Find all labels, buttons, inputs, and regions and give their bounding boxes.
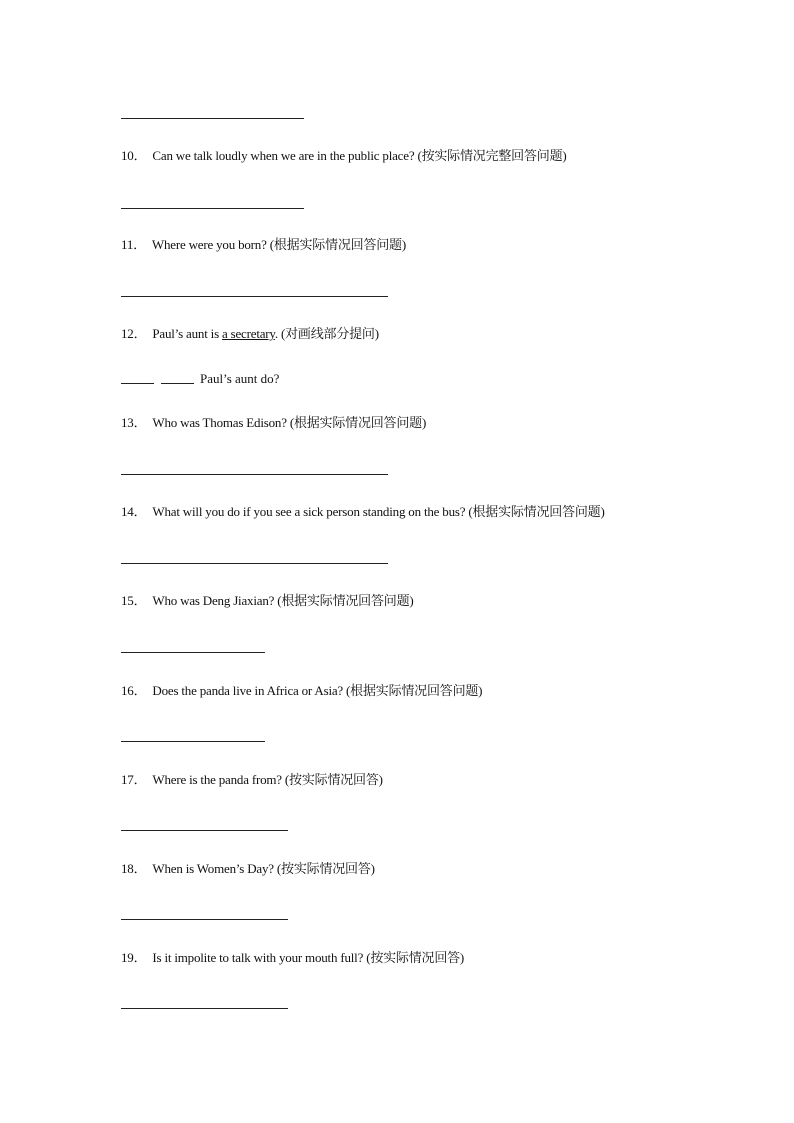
question-11: [121, 237, 406, 253]
question-number: 10．: [121, 148, 147, 163]
underlined-phrase: a secretary: [222, 326, 275, 341]
answer-line-18[interactable]: [121, 919, 288, 920]
question-number: 16．: [121, 683, 147, 698]
question-text-after: . (对画线部分提问): [274, 326, 379, 341]
question-text: What will you do if you see a sick person standing on the bus? (根据实际情况回答问题): [152, 504, 605, 519]
question-text: Does the panda live in Africa or Asia? (根据实际情况回答问题): [152, 683, 483, 698]
question-number: 12．: [121, 326, 147, 341]
question-14: [121, 504, 605, 520]
fill-in-tail-text: Paul’s aunt do?: [200, 371, 280, 386]
question-text: Who was Thomas Edison? (根据实际情况回答问题): [152, 415, 427, 430]
fill-blank-1[interactable]: [121, 383, 154, 384]
question-text-before: Paul’s aunt is: [152, 326, 222, 341]
answer-line-17[interactable]: [121, 830, 288, 831]
question-18: [121, 861, 375, 877]
answer-line-14[interactable]: [121, 563, 388, 564]
question-text: Where is the panda from? (按实际情况回答): [152, 772, 383, 787]
answer-line-15[interactable]: [121, 652, 265, 653]
answer-line-9[interactable]: [121, 118, 304, 119]
question-15: [121, 593, 414, 609]
question-10: [121, 148, 567, 164]
answer-line-16[interactable]: [121, 741, 265, 742]
answer-line-10[interactable]: [121, 208, 304, 209]
question-number: 15．: [121, 593, 147, 608]
question-text: Can we talk loudly when we are in the public place? (按实际情况完整回答问题): [152, 148, 567, 163]
question-number: 17．: [121, 772, 147, 787]
answer-line-13[interactable]: [121, 474, 388, 475]
question-13: [121, 415, 426, 431]
question-19: [121, 950, 464, 966]
question-text: When is Women’s Day? (按实际情况回答): [152, 861, 375, 876]
question-text: Is it impolite to talk with your mouth full? (按实际情况回答): [152, 950, 465, 965]
question-number: 13．: [121, 415, 147, 430]
fill-blank-2[interactable]: [161, 383, 194, 384]
question-17: [121, 772, 383, 788]
answer-line-19[interactable]: [121, 1008, 288, 1009]
question-text: Where were you born? (根据实际情况回答问题): [151, 237, 406, 252]
question-number: 11．: [121, 237, 146, 252]
question-16: [121, 683, 482, 699]
answer-line-11[interactable]: [121, 296, 388, 297]
question-number: 18．: [121, 861, 147, 876]
question-12: [121, 326, 379, 342]
question-text: Who was Deng Jiaxian? (根据实际情况回答问题): [152, 593, 414, 608]
fill-in-row-12: [121, 371, 279, 387]
question-number: 14．: [121, 504, 147, 519]
question-number: 19．: [121, 950, 147, 965]
